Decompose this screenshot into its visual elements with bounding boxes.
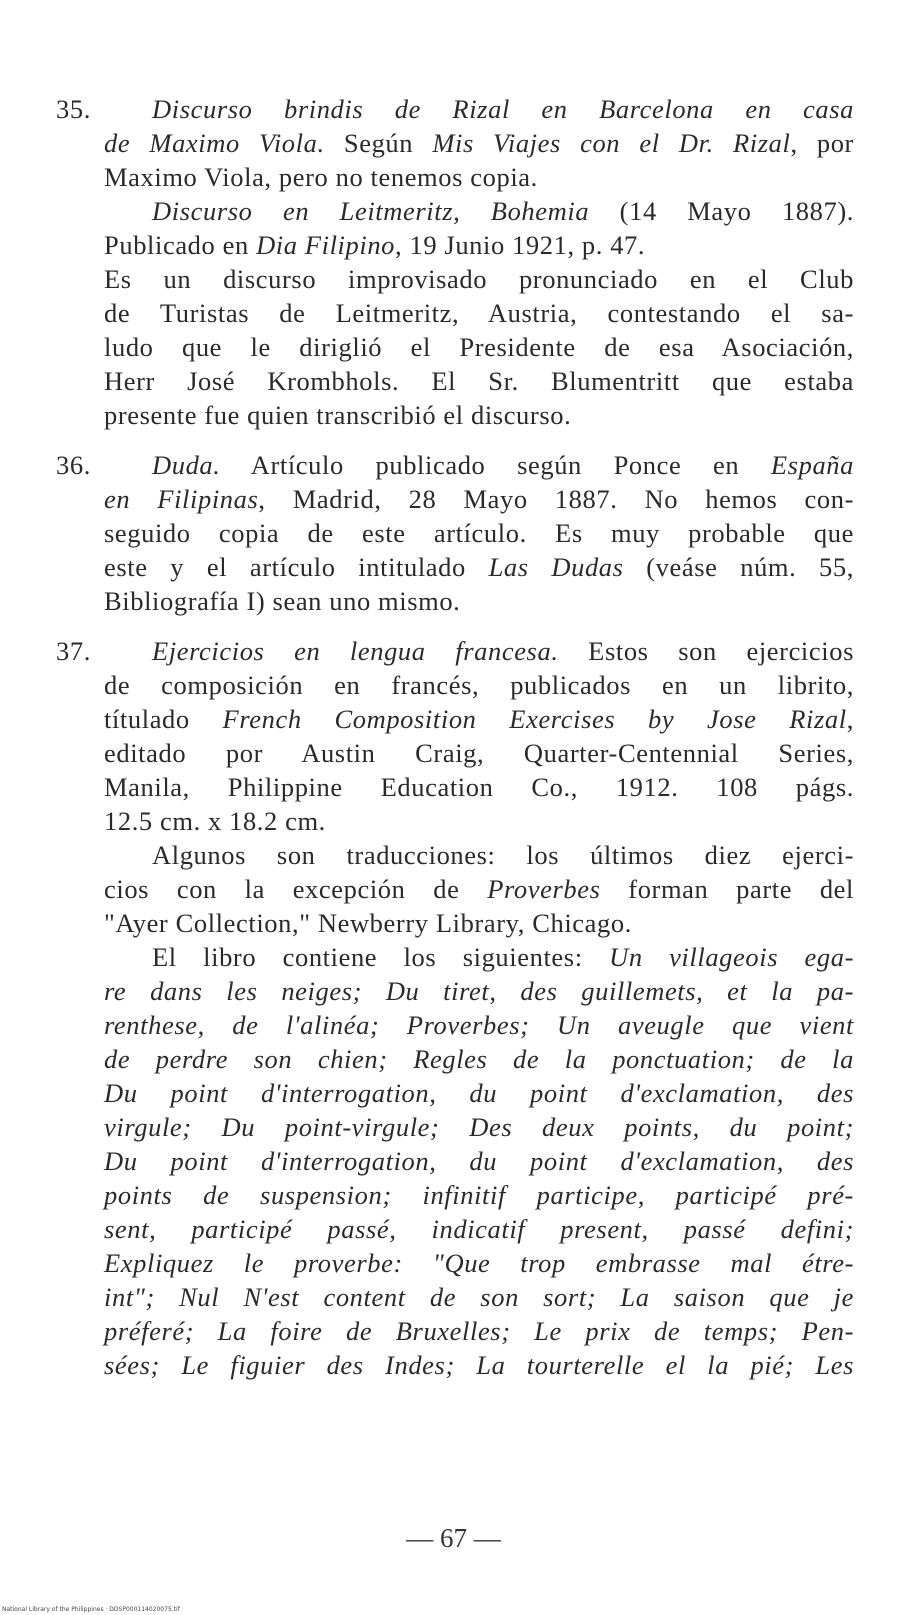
- entry-35: [56, 92, 854, 432]
- entry-37: [56, 634, 855, 1382]
- text-line: "Ayer Collection," Newberry Library, Chicago.: [104, 908, 632, 938]
- entry-number: 36.: [56, 450, 91, 480]
- entry-number: 37.: [56, 636, 91, 666]
- text-line: 12.5 cm. x 18.2 cm.: [104, 806, 326, 836]
- text-line: cios con la excepción de Proverbes forman parte del: [104, 874, 855, 904]
- text-line: seguido copia de este artículo. Es muy probable que: [104, 518, 854, 548]
- text-line: Discurso en Leitmeritz, Bohemia (14 Mayo 1887).: [152, 196, 854, 226]
- text-line: presente fue quien transcribió el discurso.: [104, 400, 572, 430]
- text-line: Bibliografía I) sean uno mismo.: [104, 586, 461, 616]
- entry-number: 35.: [56, 94, 91, 124]
- text-line: de Maximo Viola. Según Mis Viajes con el Dr. Rizal, por: [104, 128, 854, 158]
- text-line: Algunos son traducciones: los últimos diez ejerci-: [152, 840, 854, 870]
- text-line: Herr José Krombhols. El Sr. Blumentritt que estaba: [104, 366, 854, 396]
- text-line: Ejercicios en lengua francesa. Estos son ejercicios: [152, 636, 854, 666]
- text-line: sées; Le figuier des Indes; La tourterelle el la pié; Les: [104, 1350, 854, 1380]
- text-line: editado por Austin Craig, Quarter-Centennial Series,: [104, 738, 854, 768]
- text-line: Du point d'interrogation, du point d'exclamation, des: [104, 1146, 854, 1176]
- text-line: de Turistas de Leitmeritz, Austria, contestando el sa-: [104, 298, 854, 328]
- text-line: Manila, Philippine Education Co., 1912. 108 págs.: [104, 772, 854, 802]
- text-line: Discurso brindis de Rizal en Barcelona en casa: [152, 94, 854, 124]
- text-line: Es un discurso improvisado pronunciado en el Club: [104, 264, 854, 294]
- text-line: sent, participé passé, indicatif present, passé defini;: [104, 1214, 854, 1244]
- text-line: renthese, de l'alinéa; Proverbes; Un aveugle que vient: [104, 1010, 854, 1040]
- page-text: [56, 92, 855, 1382]
- text-line: títulado French Composition Exercises by Jose Rizal,: [104, 704, 854, 734]
- text-line: Du point d'interrogation, du point d'exclamation, des: [104, 1078, 854, 1108]
- text-line: virgule; Du point-virgule; Des deux points, du point;: [104, 1112, 854, 1142]
- text-line: ludo que le diriglió el Presidente de esa Asociación,: [104, 332, 854, 362]
- text-line: préferé; La foire de Bruxelles; Le prix de temps; Pen-: [104, 1316, 854, 1346]
- text-line: Publicado en Dia Filipino, 19 Junio 1921, p. 47.: [104, 230, 646, 260]
- text-line: de perdre son chien; Regles de la ponctuation; de la: [104, 1044, 854, 1074]
- text-line: de composición en francés, publicados en un librito,: [104, 670, 854, 700]
- text-line: Expliquez le proverbe: "Que trop embrasse mal étre-: [104, 1248, 854, 1278]
- text-line: El libro contiene los siguientes: Un villageois ega-: [152, 942, 855, 972]
- text-line: este y el artículo intitulado Las Dudas (veáse núm. 55,: [104, 552, 854, 582]
- text-line: int"; Nul N'est content de son sort; La saison que je: [104, 1282, 854, 1312]
- text-line: re dans les neiges; Du tiret, des guillemets, et la pa-: [104, 976, 854, 1006]
- text-line: Maximo Viola, pero no tenemos copia.: [104, 162, 538, 192]
- text-line: points de suspension; infinitif participe, participé pré-: [104, 1180, 854, 1210]
- text-line: Duda. Artículo publicado según Ponce en España: [152, 450, 854, 480]
- entry-36: [56, 448, 854, 618]
- scan-credit: National Library of the Philippines · DDSP000114020075.tif: [2, 1606, 180, 1613]
- text-line: en Filipinas, Madrid, 28 Mayo 1887. No hemos con-: [104, 484, 854, 514]
- page-number: — 67 —: [406, 1523, 501, 1553]
